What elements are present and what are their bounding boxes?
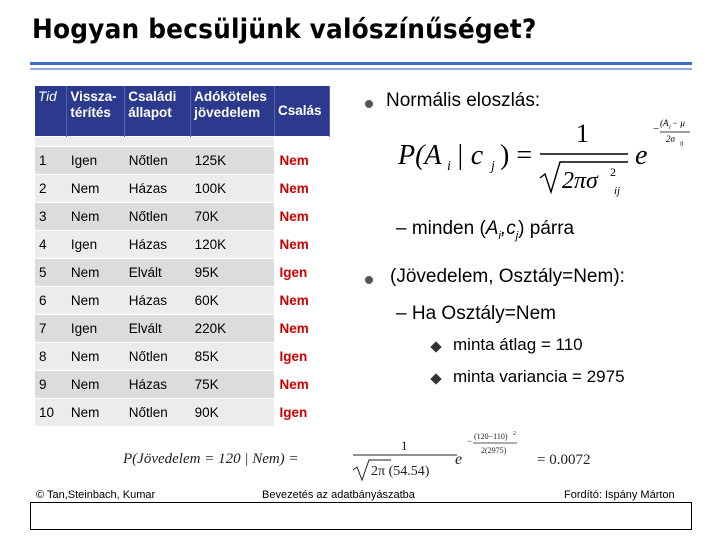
cell-tid: 8: [35, 342, 67, 370]
f1-den: 2πσ: [562, 168, 598, 194]
table-row: [35, 146, 330, 174]
f1-lhs-bar: | c: [456, 140, 484, 171]
cell-class: Nem: [275, 370, 330, 398]
f1-exp-den-sub: ij: [680, 141, 684, 147]
table-row: [35, 314, 330, 342]
table-row: [35, 174, 330, 202]
cell-class: Nem: [275, 230, 330, 258]
cell-tid: 2: [35, 174, 67, 202]
cell-status: Elvált: [125, 258, 191, 286]
cell-refund: Nem: [67, 286, 125, 314]
header-class: Csalás: [275, 86, 330, 136]
cell-income: 220K: [191, 314, 275, 342]
f2-exp-den: 2(2975): [481, 446, 507, 455]
cell-income: 70K: [191, 202, 275, 230]
f2-den: 2π (54.54): [371, 464, 430, 479]
f1-lhs-i: i: [447, 159, 451, 174]
cell-tid: 7: [35, 314, 67, 342]
f2-result: = 0.0072: [537, 452, 591, 468]
cell-refund: Nem: [67, 174, 125, 202]
data-table: [35, 86, 330, 426]
cell-income: 90K: [191, 398, 275, 426]
diamond-bullet-1: [430, 341, 441, 352]
bullet-sample-variance: minta variancia = 2975: [453, 367, 625, 386]
table-row: [35, 398, 330, 426]
header-refund: Vissza- térítés: [67, 86, 125, 136]
cell-income: 95K: [191, 258, 275, 286]
cell-status: Nőtlen: [125, 342, 191, 370]
f1-e: e: [635, 140, 648, 171]
income-probability-formula: [115, 428, 615, 488]
bullet-income-class: (Jövedelem, Osztály=Nem):: [390, 266, 625, 287]
f1-num: 1: [576, 119, 589, 148]
f1-lhs-j: j: [491, 159, 495, 174]
title-rule: [30, 62, 692, 65]
f1-exp-num-i: i: [669, 125, 671, 131]
table-row: [35, 286, 330, 314]
cell-status: Elvált: [125, 314, 191, 342]
header-income: Adóköteles jövedelem: [191, 86, 275, 136]
table-spacer: [35, 136, 330, 146]
cell-refund: Nem: [67, 398, 125, 426]
cell-class: Nem: [275, 174, 330, 202]
cell-income: 120K: [191, 230, 275, 258]
f1-minus: −: [653, 123, 660, 135]
cell-refund: Nem: [67, 342, 125, 370]
bullet-every-pair: – minden $(A_i,c_j)$ párra: [396, 218, 575, 242]
f1-exp-den: 2σ: [666, 134, 675, 144]
cell-status: Nőtlen: [125, 398, 191, 426]
cell-refund: Nem: [67, 370, 125, 398]
page-title: Hogyan becsüljünk valószínűséget?: [32, 14, 537, 45]
cell-status: Nőtlen: [125, 202, 191, 230]
header-tid: Tid: [35, 86, 67, 136]
cell-class: Nem: [275, 146, 330, 174]
footer-translator: Fordító: Ispány Márton: [564, 489, 675, 501]
table-header-row: [35, 86, 330, 136]
cell-income: 60K: [191, 286, 275, 314]
table-row: [35, 230, 330, 258]
bullet-if-class-no: – Ha Osztály=Nem: [396, 303, 556, 324]
bullet-dot-1: [365, 100, 373, 108]
cell-class: Igen: [275, 342, 330, 370]
cell-tid: 10: [35, 398, 67, 426]
footer-authors: © Tan,Steinbach, Kumar: [36, 489, 156, 501]
cell-tid: 4: [35, 230, 67, 258]
cell-refund: Nem: [67, 258, 125, 286]
f2-exp-num-sup: 2: [513, 431, 516, 437]
bullet-dot-2: [365, 276, 373, 284]
cell-income: 100K: [191, 174, 275, 202]
cell-status: Házas: [125, 370, 191, 398]
cell-income: 75K: [191, 370, 275, 398]
f1-exp-num: (A: [660, 118, 669, 128]
cell-income: 125K: [191, 146, 275, 174]
f2-lhs: P(Jövedelem = 120 | Nem) =: [123, 451, 299, 467]
f1-exp-num-mid: − μ: [672, 118, 685, 128]
cell-income: 85K: [191, 342, 275, 370]
table-row: [35, 258, 330, 286]
cell-tid: 3: [35, 202, 67, 230]
cell-refund: Igen: [67, 314, 125, 342]
cell-tid: 5: [35, 258, 67, 286]
table-row: [35, 370, 330, 398]
header-status: Családi állapot: [125, 86, 191, 136]
normal-pdf-formula: [390, 112, 690, 202]
cell-refund: Igen: [67, 146, 125, 174]
f1-den-sub: ij: [614, 185, 621, 197]
table-row: [35, 342, 330, 370]
cell-tid: 1: [35, 146, 67, 174]
cell-class: Nem: [275, 202, 330, 230]
cell-class: Nem: [275, 286, 330, 314]
f2-exp-num: (120−110): [474, 432, 508, 441]
cell-status: Nőtlen: [125, 146, 191, 174]
f2-minus: −: [467, 436, 473, 446]
bullet-sample-mean: minta átlag = 110: [453, 335, 583, 354]
cell-class: Igen: [275, 398, 330, 426]
f1-lhs: P(A: [398, 140, 442, 171]
diamond-bullet-2: [430, 373, 441, 384]
footer-course: Bevezetés az adatbányászatba: [262, 489, 415, 501]
cell-status: Házas: [125, 230, 191, 258]
f1-den-sup: 2: [610, 165, 616, 179]
table-row: [35, 202, 330, 230]
footer-box: [30, 502, 692, 530]
cell-tid: 9: [35, 370, 67, 398]
f2-e: e: [455, 451, 463, 468]
cell-class: Igen: [275, 258, 330, 286]
f2-num: 1: [401, 438, 408, 453]
bullet-normal-distribution: Normális eloszlás:: [386, 90, 541, 111]
cell-tid: 6: [35, 286, 67, 314]
cell-status: Házas: [125, 286, 191, 314]
f1-lhs-close: ) =: [500, 140, 533, 171]
cell-status: Házas: [125, 174, 191, 202]
title-rule-thin: [30, 68, 692, 70]
cell-refund: Nem: [67, 202, 125, 230]
cell-refund: Igen: [67, 230, 125, 258]
cell-class: Nem: [275, 314, 330, 342]
